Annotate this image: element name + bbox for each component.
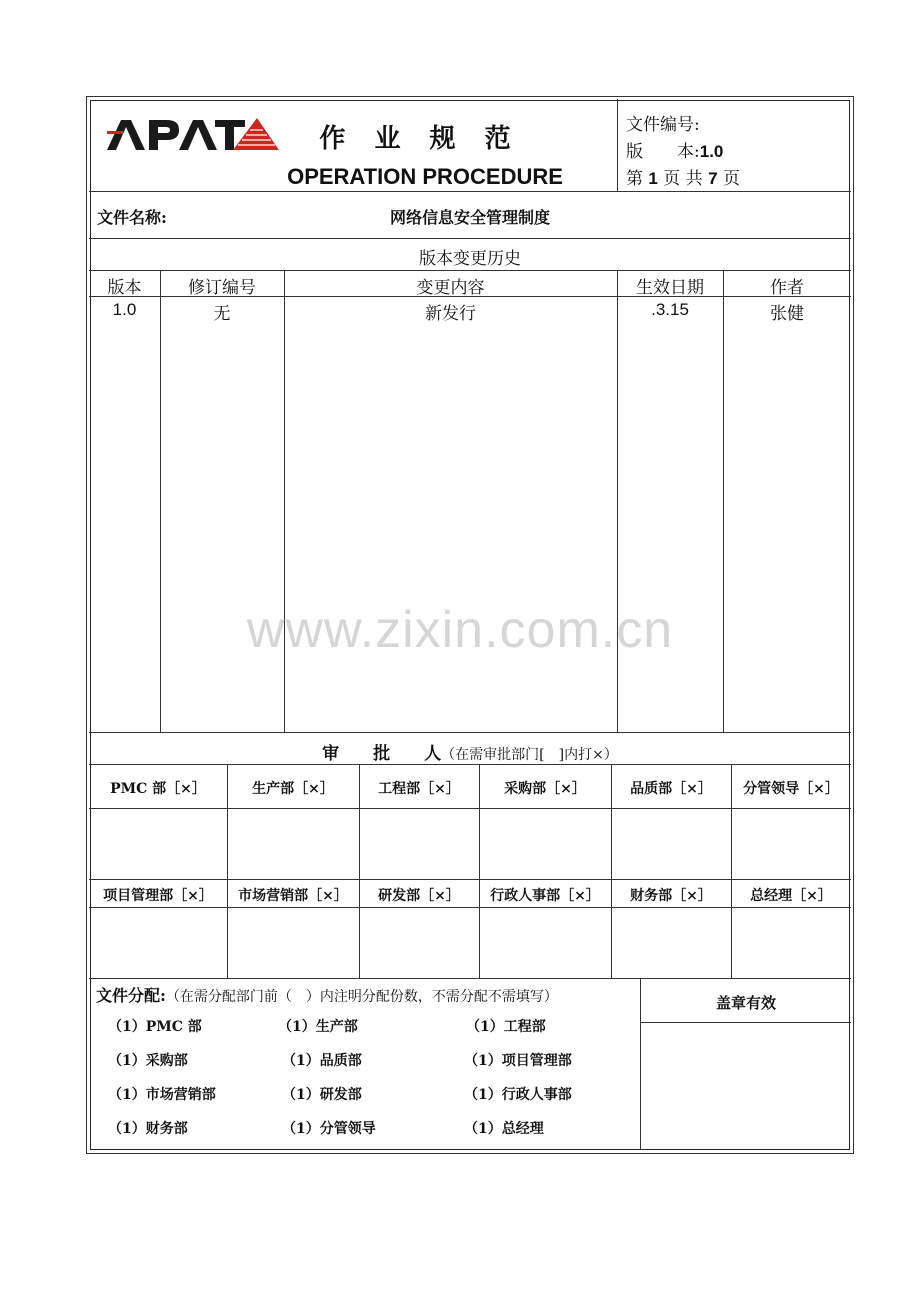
history-cell-revision: 无 [213, 304, 231, 324]
distribution-item[interactable]: （1）总经理 [464, 1121, 544, 1137]
distribution-item[interactable]: （1）生产部 [278, 1019, 358, 1035]
distribution-item[interactable]: （1）分管领导 [282, 1121, 376, 1137]
distribution-item[interactable]: （1）行政人事部 [464, 1087, 572, 1103]
approval-dept-pmc[interactable]: PMC 部［×］ [110, 781, 206, 797]
distribution-note: （在需分配部门前（ ）内注明分配份数，不需分配不需填写） [165, 989, 558, 1005]
version-value: 1.0 [699, 142, 724, 161]
approval-dept-production[interactable]: 生产部［×］ [252, 781, 334, 797]
title-cn: 作 业 规 范 [319, 124, 521, 154]
distribution-item[interactable]: （1）工程部 [466, 1019, 546, 1035]
history-col-content: 变更内容 [416, 278, 485, 298]
page-prefix: 第 [626, 169, 643, 189]
approval-dept-marketing[interactable]: 市场营销部［×］ [238, 888, 348, 904]
history-cell-author: 张健 [770, 304, 804, 324]
history-col-revision: 修订编号 [188, 278, 256, 298]
file-name-value: 网络信息安全管理制度 [389, 208, 550, 227]
approval-dept-engineering[interactable]: 工程部［×］ [378, 781, 460, 797]
company-logo [105, 114, 280, 156]
approval-heading [89, 739, 851, 764]
history-col-date: 生效日期 [636, 278, 704, 298]
history-cell-content: 新发行 [425, 304, 476, 324]
watermark: www.zixin.com.cn [246, 601, 674, 659]
page-suffix: 页 [722, 169, 740, 189]
distribution-item[interactable]: （1）财务部 [108, 1121, 188, 1137]
history-cell-date: .3.15 [651, 300, 689, 319]
page-current: 1 [648, 169, 658, 188]
file-name-label: 文件名称: [97, 208, 167, 227]
distribution-item[interactable]: （1）研发部 [282, 1087, 362, 1103]
version-line [626, 137, 723, 162]
distribution-label: 文件分配: [96, 986, 166, 1005]
approval-dept-gm[interactable]: 总经理［×］ [750, 888, 832, 904]
approval-dept-finance[interactable]: 财务部［×］ [630, 888, 712, 904]
history-col-version: 版本 [107, 278, 142, 298]
approval-note: （在需审批部门[ ]内打×） [441, 747, 618, 763]
page-mid: 页 共 [663, 169, 703, 189]
distribution-item[interactable]: （1）市场营销部 [108, 1087, 216, 1103]
distribution-item[interactable]: （1）采购部 [108, 1053, 188, 1069]
approval-dept-purchasing[interactable]: 采购部［×］ [504, 781, 586, 797]
page-total: 7 [708, 169, 718, 188]
doc-number-label: 文件编号: [626, 115, 700, 135]
approval-dept-quality[interactable]: 品质部［×］ [630, 781, 712, 797]
distribution-item[interactable]: （1）项目管理部 [464, 1053, 572, 1069]
approval-dept-leader[interactable]: 分管领导［×］ [743, 781, 839, 797]
approval-dept-project[interactable]: 项目管理部［×］ [103, 888, 213, 904]
version-label: 版 本: [626, 142, 700, 162]
page-count [626, 164, 740, 189]
approval-dept-hr[interactable]: 行政人事部［×］ [490, 888, 600, 904]
distribution-item[interactable]: （1）PMC 部 [108, 1019, 202, 1035]
history-cell-version: 1.0 [112, 300, 137, 319]
history-title: 版本变更历史 [419, 249, 521, 269]
distribution-item[interactable]: （1）品质部 [282, 1053, 362, 1069]
distribution-heading [96, 983, 558, 1006]
title-en: OPERATION PROCEDURE [287, 164, 563, 189]
approval-dept-rd[interactable]: 研发部［×］ [378, 888, 460, 904]
stamp-valid-label: 盖章有效 [715, 994, 776, 1012]
approval-title: 审 批 人 [322, 744, 442, 764]
history-col-author: 作者 [770, 278, 804, 298]
